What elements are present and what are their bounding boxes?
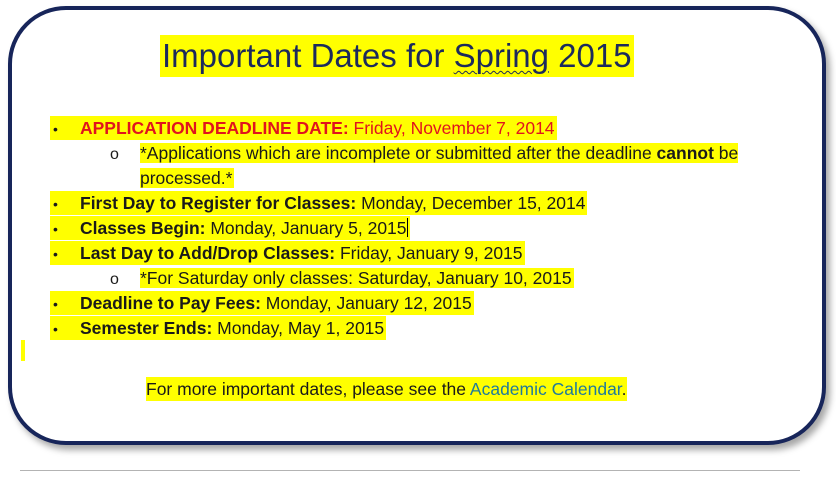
list-item-register <box>50 191 587 215</box>
note-text-continued: processed.* <box>140 168 233 188</box>
item-label: Semester Ends: <box>80 318 213 338</box>
item-label: Last Day to Add/Drop Classes: <box>80 243 336 263</box>
note-bold-word: cannot <box>656 143 714 163</box>
text-cursor <box>407 218 408 237</box>
list-item-classes-begin <box>50 216 410 240</box>
list-item-semester-ends <box>50 316 386 340</box>
item-value: Friday, January 9, 2015 <box>335 243 523 263</box>
sub-list-item-continuation <box>140 166 234 190</box>
horizontal-rule <box>20 470 800 471</box>
note-text-end: be <box>713 143 739 163</box>
bullet-icon: • <box>53 196 58 212</box>
item-value: Monday, January 12, 2015 <box>260 293 472 313</box>
bullet-icon: • <box>53 321 58 337</box>
page-title <box>160 35 634 77</box>
footer-text: For more important dates, please see the <box>146 379 470 399</box>
note-text: *Applications which are incomplete or submitted after the deadline <box>140 143 657 163</box>
title-year: 2015 <box>549 37 632 74</box>
list-item-pay-fees <box>50 291 474 315</box>
sub-bullet-icon: o <box>110 146 119 163</box>
item-value: Monday, January 5, 2015 <box>205 218 407 238</box>
sub-list-item-application-note <box>110 141 738 165</box>
sub-list-item-saturday-note <box>110 266 574 290</box>
item-label: Deadline to Pay Fees: <box>80 293 261 313</box>
footer-note <box>146 377 627 401</box>
note-text: *For Saturday only classes: Saturday, January 10, 2015 <box>140 268 572 288</box>
empty-paragraph-highlight <box>21 340 25 361</box>
item-label: APPLICATION DEADLINE DATE: <box>80 118 349 138</box>
sub-bullet-icon: o <box>110 271 119 288</box>
bullet-icon: • <box>53 221 58 237</box>
bullet-icon: • <box>53 121 58 137</box>
title-text: Important Dates for <box>162 37 454 74</box>
academic-calendar-link[interactable]: Academic Calendar <box>469 379 622 399</box>
item-label: Classes Begin: <box>80 218 206 238</box>
footer-period: . <box>621 379 627 399</box>
bullet-icon: • <box>53 296 58 312</box>
item-label: First Day to Register for Classes: <box>80 193 357 213</box>
bullet-icon: • <box>53 246 58 262</box>
list-item-application-deadline <box>50 116 557 140</box>
item-value: Monday, December 15, 2014 <box>356 193 586 213</box>
title-spellcheck-word: Spring <box>453 37 550 74</box>
item-value: Friday, November 7, 2014 <box>348 118 555 138</box>
item-value: Monday, May 1, 2015 <box>212 318 385 338</box>
list-item-add-drop <box>50 241 525 265</box>
